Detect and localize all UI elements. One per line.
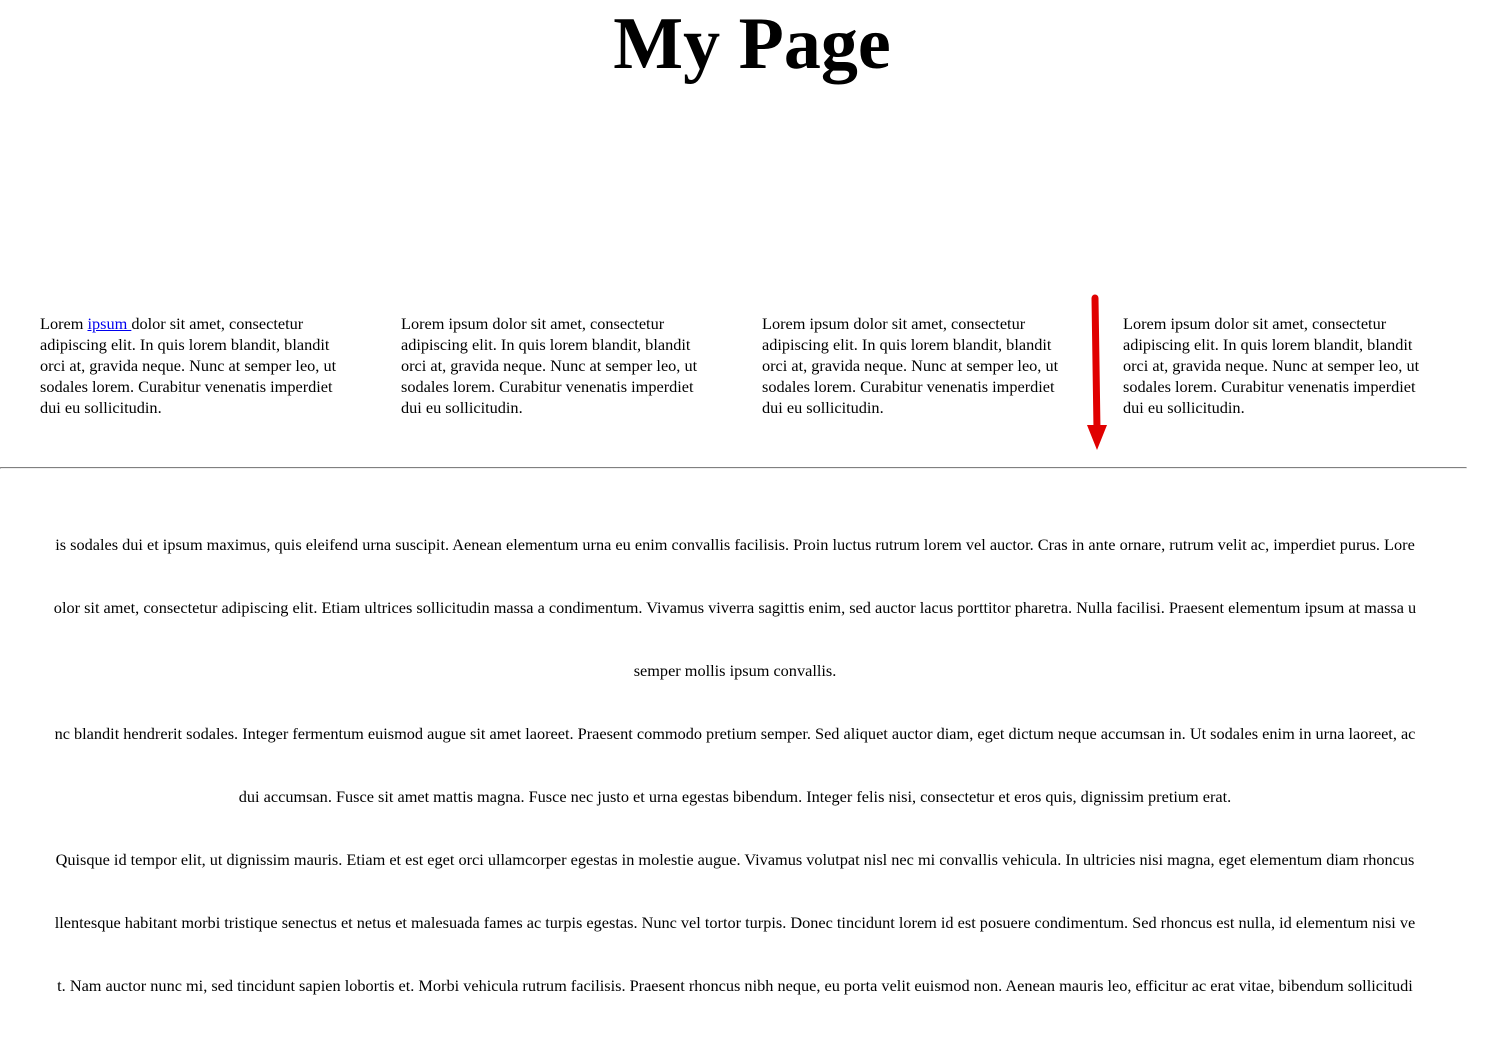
column-1-line: orci at, gravida neque. Nunc at semper leo, ut [40,356,337,375]
bottom-line: semper mollis ipsum convallis. [633,661,837,680]
page-title: My Page [613,3,891,85]
column-1-line: adipiscing elit. In quis lorem blandit, blandit [40,335,330,354]
bottom-line: olor sit amet, consectetur adipiscing elit. Etiam ultrices sollicitudin massa a condimentum. Vivamus viverra sagittis enim, sed auctor lacus porttitor pharetra. Nulla facilisi. Praesent elementum ipsum at massa u [53,598,1417,617]
ipsum-link[interactable]: ipsum [87,314,132,333]
column-4-line: adipiscing elit. In quis lorem blandit, blandit [1123,335,1413,354]
column-3-line: sodales lorem. Curabitur venenatis imperdiet [762,377,1055,396]
column-4-line: orci at, gravida neque. Nunc at semper leo, ut [1123,356,1420,375]
column-3-line: dui eu sollicitudin. [762,398,884,417]
column-2-line: orci at, gravida neque. Nunc at semper leo, ut [401,356,698,375]
bottom-line: nc blandit hendrerit sodales. Integer fermentum euismod augue sit amet laoreet. Praesent commodo pretium semper. Sed aliquet auctor diam, eget dictum neque accumsan in. Ut sodales enim in urna laoreet, ac [54,724,1416,743]
column-1-line: dui eu sollicitudin. [40,398,162,417]
column-3-line: Lorem ipsum dolor sit amet, consectetur [762,314,1026,333]
column-3-line: adipiscing elit. In quis lorem blandit, blandit [762,335,1052,354]
column-1 [40,313,368,418]
down-arrow-icon [1080,290,1114,455]
column-2-line: dui eu sollicitudin. [401,398,523,417]
column-4 [1123,313,1451,418]
column-2 [401,313,729,418]
column-2-line: sodales lorem. Curabitur venenatis imperdiet [401,377,694,396]
column-3-line: orci at, gravida neque. Nunc at semper leo, ut [762,356,1059,375]
column-2-line: Lorem ipsum dolor sit amet, consectetur [401,314,665,333]
bottom-line: is sodales dui et ipsum maximus, quis eleifend urna suscipit. Aenean elementum urna eu enim convallis facilisis. Proin luctus rutrum lorem vel auctor. Cras in ante ornare, rutrum velit ac, imperdiet purus. Lore [55,535,1415,554]
column-3 [762,313,1090,418]
bottom-line: t. Nam auctor nunc mi, sed tincidunt sapien lobortis et. Morbi vehicula rutrum facilisis. Praesent rhoncus nibh neque, eu porta velit euismod non. Aenean mauris leo, efficitur ac erat vitae, bibendum sollicitudi [57,976,1413,995]
bottom-line: llentesque habitant morbi tristique senectus et netus et malesuada fames ac turpis egestas. Nunc vel tortor turpis. Donec tincidunt lorem id est posuere condimentum. Sed rhoncus est nulla, id elementum nisi ve [54,913,1416,932]
bottom-line: dui accumsan. Fusce sit amet mattis magna. Fusce nec justo et urna egestas bibendum. Integer felis nisi, consectetur et eros quis, dignissim pretium erat. [238,787,1232,806]
bottom-paragraph [0,492,1487,1038]
column-1-line: sodales lorem. Curabitur venenatis imperdiet [40,377,333,396]
arrow-head [1087,425,1107,450]
column-2-line: adipiscing elit. In quis lorem blandit, blandit [401,335,691,354]
column-4-line: dui eu sollicitudin. [1123,398,1245,417]
column-4-line: sodales lorem. Curabitur venenatis imperdiet [1123,377,1416,396]
column-4-line: Lorem ipsum dolor sit amet, consectetur [1123,314,1387,333]
column-1-text-start: Lorem [40,314,88,333]
arrow-shaft [1095,298,1097,430]
column-1-text-rest: dolor sit amet, consectetur [131,314,304,333]
bottom-line: Quisque id tempor elit, ut dignissim mauris. Etiam et est eget orci ullamcorper egestas in molestie augue. Vivamus volutpat nisl nec mi convallis vehicula. In ultricies nisi magna, eget elementum diam rhoncus [55,850,1415,869]
divider [0,467,1467,469]
